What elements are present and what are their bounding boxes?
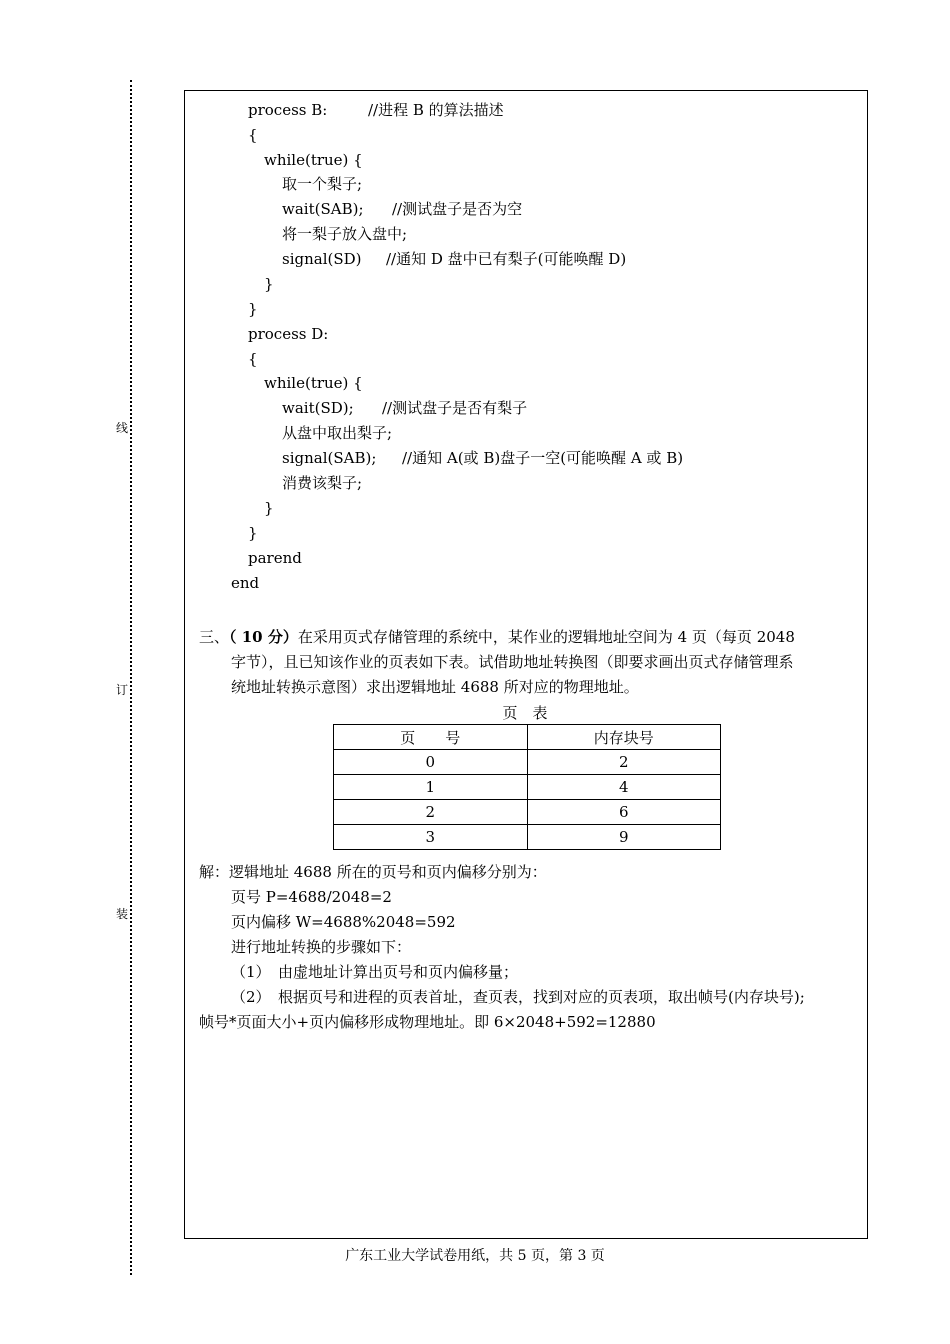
table-cell: 2 — [334, 800, 528, 825]
table-row — [334, 775, 721, 800]
code-text: wait(SD); — [282, 399, 354, 417]
code-comment: //进程 B 的算法描述 — [368, 101, 504, 119]
question-line-1 — [199, 625, 857, 650]
page-table — [333, 724, 721, 850]
code-line: { — [248, 350, 258, 368]
binding-mark-bind: 装 — [115, 907, 128, 921]
table-caption: 页 表 — [502, 704, 548, 722]
code-line: while(true) { — [264, 151, 363, 169]
solution-step-2: （2） 根据页号和进程的页表首址，查页表，找到对应的页表项，取出帧号(内存块号); — [231, 988, 805, 1006]
code-comment: //通知 A(或 B)盘子一空(可能唤醒 A 或 B) — [402, 449, 684, 467]
table-cell: 3 — [334, 825, 528, 850]
solution-page-offset: 页内偏移 W=4688%2048=592 — [231, 913, 456, 931]
binding-mark-line: 线 — [115, 421, 128, 435]
code-line — [282, 249, 627, 269]
page-footer: 广东工业大学试卷用纸，共 5 页，第 3 页 — [345, 1248, 605, 1264]
code-text: signal(SAB); — [282, 449, 377, 467]
code-line: end — [231, 574, 260, 592]
code-text: wait(SAB); — [282, 200, 364, 218]
code-line — [248, 100, 504, 120]
binding-dotted-line — [130, 80, 132, 1275]
code-line: { — [248, 126, 258, 144]
code-line: process D: — [248, 325, 329, 343]
solution-step-2-continued: 帧号*页面大小+页内偏移形成物理地址。即 6×2048+592=12880 — [199, 1013, 656, 1031]
code-line — [282, 199, 523, 219]
code-comment: //通知 D 盘中已有梨子(可能唤醒 D) — [386, 250, 627, 268]
question-line-2: 字节），且已知该作业的页表如下表。试借助地址转换图（即要求画出页式存储管理系 — [231, 653, 794, 671]
table-cell: 0 — [334, 750, 528, 775]
table-row — [334, 750, 721, 775]
question-number: 三、 — [199, 628, 230, 646]
code-line: } — [248, 524, 258, 542]
table-header-row — [334, 725, 721, 750]
question-paragraph — [199, 625, 857, 700]
table-cell: 9 — [527, 825, 721, 850]
code-line: } — [264, 275, 274, 293]
code-line: } — [248, 300, 258, 318]
solution-step-1: （1） 由虚地址计算出页号和页内偏移量； — [231, 963, 519, 981]
code-line: parend — [248, 549, 302, 567]
code-line: 消费该梨子; — [282, 474, 363, 492]
code-line: 从盘中取出梨子; — [282, 424, 393, 442]
table-cell: 4 — [527, 775, 721, 800]
question-score: （ 10 分） — [229, 628, 298, 646]
table-row — [334, 800, 721, 825]
code-line — [282, 448, 684, 468]
code-line: } — [264, 499, 274, 517]
table-cell: 6 — [527, 800, 721, 825]
table-row — [334, 825, 721, 850]
table-header-page-number: 页 号 — [334, 725, 528, 750]
code-line: 取一个梨子; — [282, 175, 363, 193]
code-text: signal(SD) — [282, 250, 362, 268]
binding-mark-order: 订 — [115, 683, 128, 697]
code-text: process B: — [248, 101, 328, 119]
table-header-frame-number: 内存块号 — [527, 725, 721, 750]
solution-steps-intro: 进行地址转换的步骤如下： — [231, 938, 412, 956]
solution-intro: 解：逻辑地址 4688 所在的页号和页内偏移分别为： — [199, 863, 547, 881]
code-line: while(true) { — [264, 374, 363, 392]
code-comment: //测试盘子是否有梨子 — [382, 399, 528, 417]
code-line: 将一梨子放入盘中; — [282, 225, 408, 243]
code-comment: //测试盘子是否为空 — [392, 200, 523, 218]
table-cell: 1 — [334, 775, 528, 800]
table-cell: 2 — [527, 750, 721, 775]
code-line — [282, 398, 528, 418]
question-line-3: 统地址转换示意图）求出逻辑地址 4688 所对应的物理地址。 — [231, 678, 639, 696]
question-text-1: 在采用页式存储管理的系统中，某作业的逻辑地址空间为 4 页（每页 2048 — [297, 628, 795, 646]
solution-page-number: 页号 P=4688/2048=2 — [231, 888, 392, 906]
